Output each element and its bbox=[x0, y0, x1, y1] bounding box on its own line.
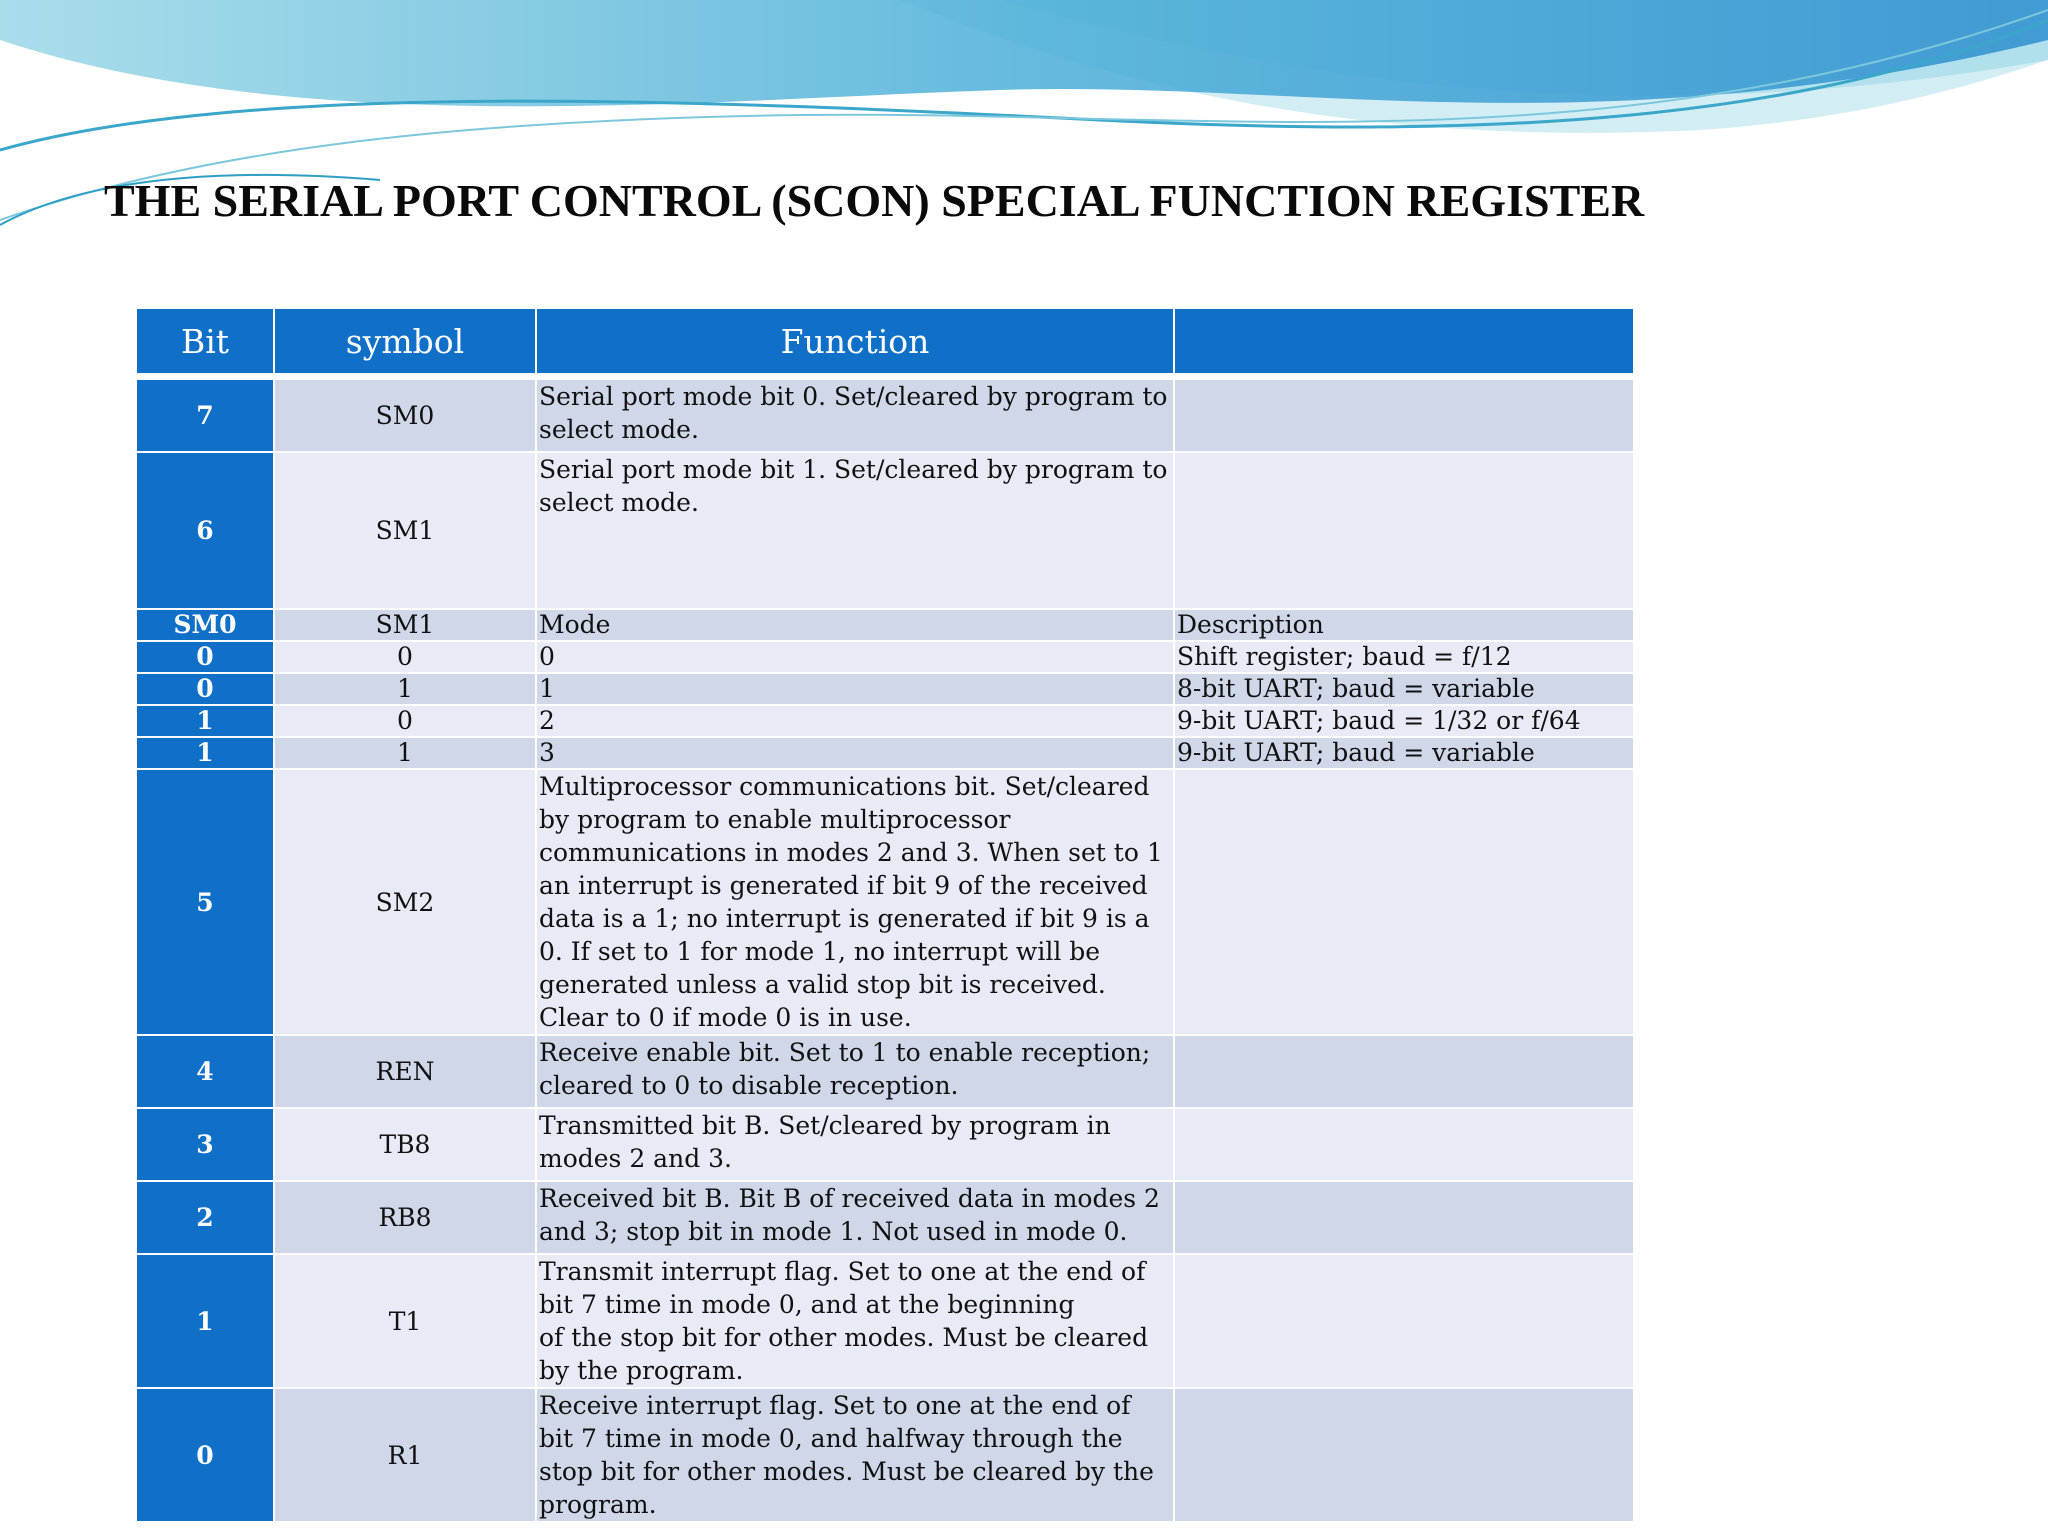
symbol-cell: 0 bbox=[275, 706, 535, 736]
symbol-cell: SM2 bbox=[275, 770, 535, 1034]
symbol-cell: SM0 bbox=[275, 380, 535, 451]
scon-register-table bbox=[135, 307, 1635, 1523]
table-row bbox=[137, 642, 1633, 672]
extra-cell bbox=[1175, 1182, 1633, 1253]
table-row bbox=[137, 380, 1633, 451]
table-row bbox=[137, 1109, 1633, 1180]
symbol-cell: SM1 bbox=[275, 610, 535, 640]
page-title: THE SERIAL PORT CONTROL (SCON) SPECIAL FUNCTION REGISTER bbox=[104, 175, 1645, 226]
table-row bbox=[137, 706, 1633, 736]
extra-cell: 9-bit UART; baud = variable bbox=[1175, 738, 1633, 768]
symbol-cell: T1 bbox=[275, 1255, 535, 1387]
extra-cell: Shift register; baud = f/12 bbox=[1175, 642, 1633, 672]
symbol-cell: 0 bbox=[275, 642, 535, 672]
header-bit: Bit bbox=[137, 309, 273, 378]
table-row bbox=[137, 1036, 1633, 1107]
extra-cell bbox=[1175, 1036, 1633, 1107]
extra-cell bbox=[1175, 1255, 1633, 1387]
bit-cell: 0 bbox=[137, 1389, 273, 1521]
function-cell: Receive enable bit. Set to 1 to enable reception; cleared to 0 to disable reception. bbox=[537, 1036, 1173, 1107]
extra-cell bbox=[1175, 1109, 1633, 1180]
bit-cell: 5 bbox=[137, 770, 273, 1034]
bit-cell: 0 bbox=[137, 674, 273, 704]
table-row bbox=[137, 1255, 1633, 1387]
header-extra bbox=[1175, 309, 1633, 378]
extra-cell bbox=[1175, 380, 1633, 451]
function-cell: Received bit B. Bit B of received data in modes 2 and 3; stop bit in mode 1. Not used in mode 0. bbox=[537, 1182, 1173, 1253]
function-cell: Mode bbox=[537, 610, 1173, 640]
symbol-cell: 1 bbox=[275, 674, 535, 704]
bit-cell: 6 bbox=[137, 453, 273, 608]
bit-cell: 7 bbox=[137, 380, 273, 451]
symbol-cell: REN bbox=[275, 1036, 535, 1107]
extra-cell: Description bbox=[1175, 610, 1633, 640]
bit-cell: 1 bbox=[137, 706, 273, 736]
header-function: Function bbox=[537, 309, 1173, 378]
symbol-cell: SM1 bbox=[275, 453, 535, 608]
function-cell: Transmit interrupt flag. Set to one at the end of bit 7 time in mode 0, and at the beginning of the stop bit for other modes. Must be cleared by the program. bbox=[537, 1255, 1173, 1387]
table-header-row bbox=[137, 309, 1633, 378]
extra-cell bbox=[1175, 770, 1633, 1034]
extra-cell bbox=[1175, 1389, 1633, 1521]
symbol-cell: RB8 bbox=[275, 1182, 535, 1253]
function-cell: Serial port mode bit 1. Set/cleared by program to select mode. bbox=[537, 453, 1173, 608]
extra-cell: 8-bit UART; baud = variable bbox=[1175, 674, 1633, 704]
table-row bbox=[137, 610, 1633, 640]
table-row bbox=[137, 738, 1633, 768]
function-cell: Receive interrupt flag. Set to one at the end of bit 7 time in mode 0, and halfway through the stop bit for other modes. Must be cleared by the program. bbox=[537, 1389, 1173, 1521]
bit-cell: 0 bbox=[137, 642, 273, 672]
bit-cell: 2 bbox=[137, 1182, 273, 1253]
function-cell: Transmitted bit B. Set/cleared by program in modes 2 and 3. bbox=[537, 1109, 1173, 1180]
symbol-cell: 1 bbox=[275, 738, 535, 768]
bit-cell: SM0 bbox=[137, 610, 273, 640]
bit-cell: 3 bbox=[137, 1109, 273, 1180]
table-row bbox=[137, 453, 1633, 608]
symbol-cell: TB8 bbox=[275, 1109, 535, 1180]
function-cell: 1 bbox=[537, 674, 1173, 704]
bit-cell: 1 bbox=[137, 738, 273, 768]
table-row bbox=[137, 1182, 1633, 1253]
function-cell: 3 bbox=[537, 738, 1173, 768]
extra-cell bbox=[1175, 453, 1633, 608]
bit-cell: 1 bbox=[137, 1255, 273, 1387]
extra-cell: 9-bit UART; baud = 1/32 or f/64 bbox=[1175, 706, 1633, 736]
function-cell: Multiprocessor communications bit. Set/cleared by program to enable multiprocessor communications in modes 2 and 3. When set to 1 an interrupt is generated if bit 9 of the received data is a 1; no interrupt is generated if bit 9 is a 0. If set to 1 for mode 1, no interrupt will be generated unless a valid stop bit is received. Clear to 0 if mode 0 is in use. bbox=[537, 770, 1173, 1034]
function-cell: Serial port mode bit 0. Set/cleared by program to select mode. bbox=[537, 380, 1173, 451]
table-row bbox=[137, 1389, 1633, 1521]
bit-cell: 4 bbox=[137, 1036, 273, 1107]
table-row bbox=[137, 770, 1633, 1034]
table-row bbox=[137, 674, 1633, 704]
header-symbol: symbol bbox=[275, 309, 535, 378]
function-cell: 2 bbox=[537, 706, 1173, 736]
function-cell: 0 bbox=[537, 642, 1173, 672]
symbol-cell: R1 bbox=[275, 1389, 535, 1521]
